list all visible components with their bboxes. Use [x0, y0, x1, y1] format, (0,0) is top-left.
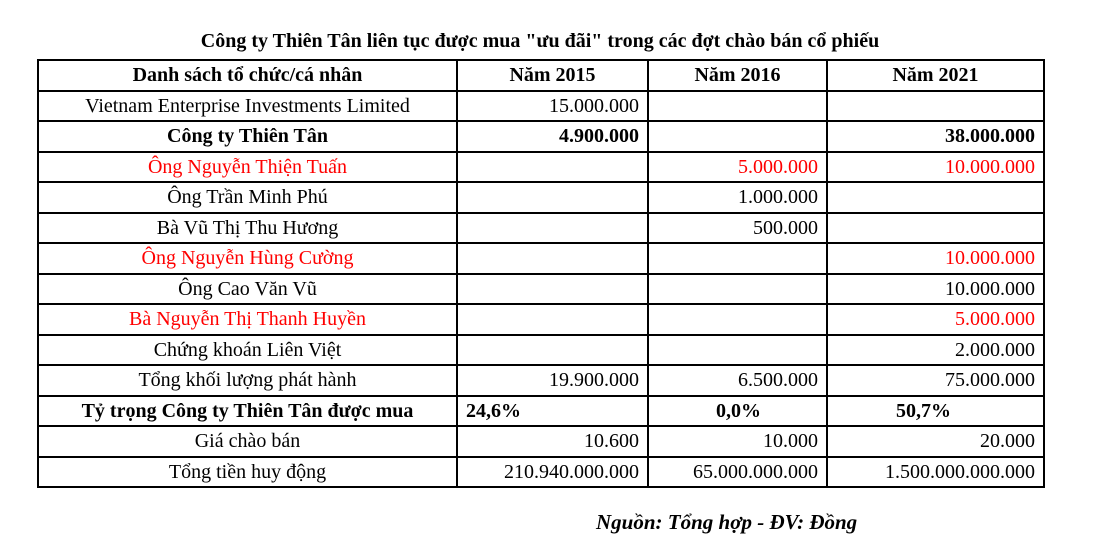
cell-2021: 10.000.000 — [827, 243, 1044, 274]
cell-2021: 5.000.000 — [827, 304, 1044, 335]
total-volume-row — [38, 365, 1044, 396]
table-row — [38, 304, 1044, 335]
row-name: Vietnam Enterprise Investments Limited — [38, 91, 457, 122]
cell-2016 — [648, 304, 827, 335]
share-ratio-row — [38, 396, 1044, 427]
row-name: Tỷ trọng Công ty Thiên Tân được mua — [38, 396, 457, 427]
cell-2021: 20.000 — [827, 426, 1044, 457]
cell-2021: 50,7% — [827, 396, 1044, 427]
row-name: Bà Nguyễn Thị Thanh Huyền — [38, 304, 457, 335]
cell-2015 — [457, 304, 648, 335]
cell-2015 — [457, 152, 648, 183]
cell-2021: 10.000.000 — [827, 274, 1044, 305]
cell-2021: 2.000.000 — [827, 335, 1044, 366]
cell-2015 — [457, 243, 648, 274]
cell-2015: 19.900.000 — [457, 365, 648, 396]
cell-2016: 10.000 — [648, 426, 827, 457]
row-name: Ông Cao Văn Vũ — [38, 274, 457, 305]
table-row — [38, 243, 1044, 274]
cell-2021 — [827, 213, 1044, 244]
table-row — [38, 91, 1044, 122]
row-name: Ông Trần Minh Phú — [38, 182, 457, 213]
cell-2021: 10.000.000 — [827, 152, 1044, 183]
source-note: Nguồn: Tổng hợp - ĐV: Đồng — [596, 510, 858, 534]
cell-2015 — [457, 335, 648, 366]
cell-2016 — [648, 121, 827, 152]
cell-2016: 65.000.000.000 — [648, 457, 827, 488]
cell-2016: 1.000.000 — [648, 182, 827, 213]
table-title: Công ty Thiên Tân liên tục được mua "ưu đãi" trong các đợt chào bán cổ phiếu — [200, 30, 880, 52]
table-row — [38, 182, 1044, 213]
table-row — [38, 121, 1044, 152]
cell-2021 — [827, 91, 1044, 122]
row-name: Giá chào bán — [38, 426, 457, 457]
cell-2016: 0,0% — [648, 396, 827, 427]
cell-2015: 24,6% — [457, 396, 648, 427]
header-2015: Năm 2015 — [457, 60, 648, 91]
cell-2021 — [827, 182, 1044, 213]
cell-2021: 75.000.000 — [827, 365, 1044, 396]
cell-2016: 500.000 — [648, 213, 827, 244]
cell-2015: 210.940.000.000 — [457, 457, 648, 488]
total-raised-row — [38, 457, 1044, 488]
row-name: Tổng khối lượng phát hành — [38, 365, 457, 396]
header-name: Danh sách tổ chức/cá nhân — [38, 60, 457, 91]
cell-2015 — [457, 213, 648, 244]
cell-2016 — [648, 91, 827, 122]
row-name: Bà Vũ Thị Thu Hương — [38, 213, 457, 244]
table-row — [38, 213, 1044, 244]
cell-2015 — [457, 182, 648, 213]
cell-2016 — [648, 243, 827, 274]
offer-price-row — [38, 426, 1044, 457]
cell-2015: 4.900.000 — [457, 121, 648, 152]
cell-2016 — [648, 274, 827, 305]
row-name: Công ty Thiên Tân — [38, 121, 457, 152]
cell-2016 — [648, 335, 827, 366]
cell-2021: 38.000.000 — [827, 121, 1044, 152]
row-name: Ông Nguyễn Hùng Cường — [38, 243, 457, 274]
table-row — [38, 335, 1044, 366]
row-name: Ông Nguyễn Thiện Tuấn — [38, 152, 457, 183]
table-row — [38, 274, 1044, 305]
cell-2015: 10.600 — [457, 426, 648, 457]
row-name: Chứng khoán Liên Việt — [38, 335, 457, 366]
row-name: Tổng tiền huy động — [38, 457, 457, 488]
header-row — [38, 60, 1044, 91]
cell-2016: 6.500.000 — [648, 365, 827, 396]
table-row — [38, 152, 1044, 183]
cell-2021: 1.500.000.000.000 — [827, 457, 1044, 488]
header-2016: Năm 2016 — [648, 60, 827, 91]
cell-2015: 15.000.000 — [457, 91, 648, 122]
share-offering-table — [37, 59, 1045, 488]
header-2021: Năm 2021 — [827, 60, 1044, 91]
cell-2016: 5.000.000 — [648, 152, 827, 183]
cell-2015 — [457, 274, 648, 305]
